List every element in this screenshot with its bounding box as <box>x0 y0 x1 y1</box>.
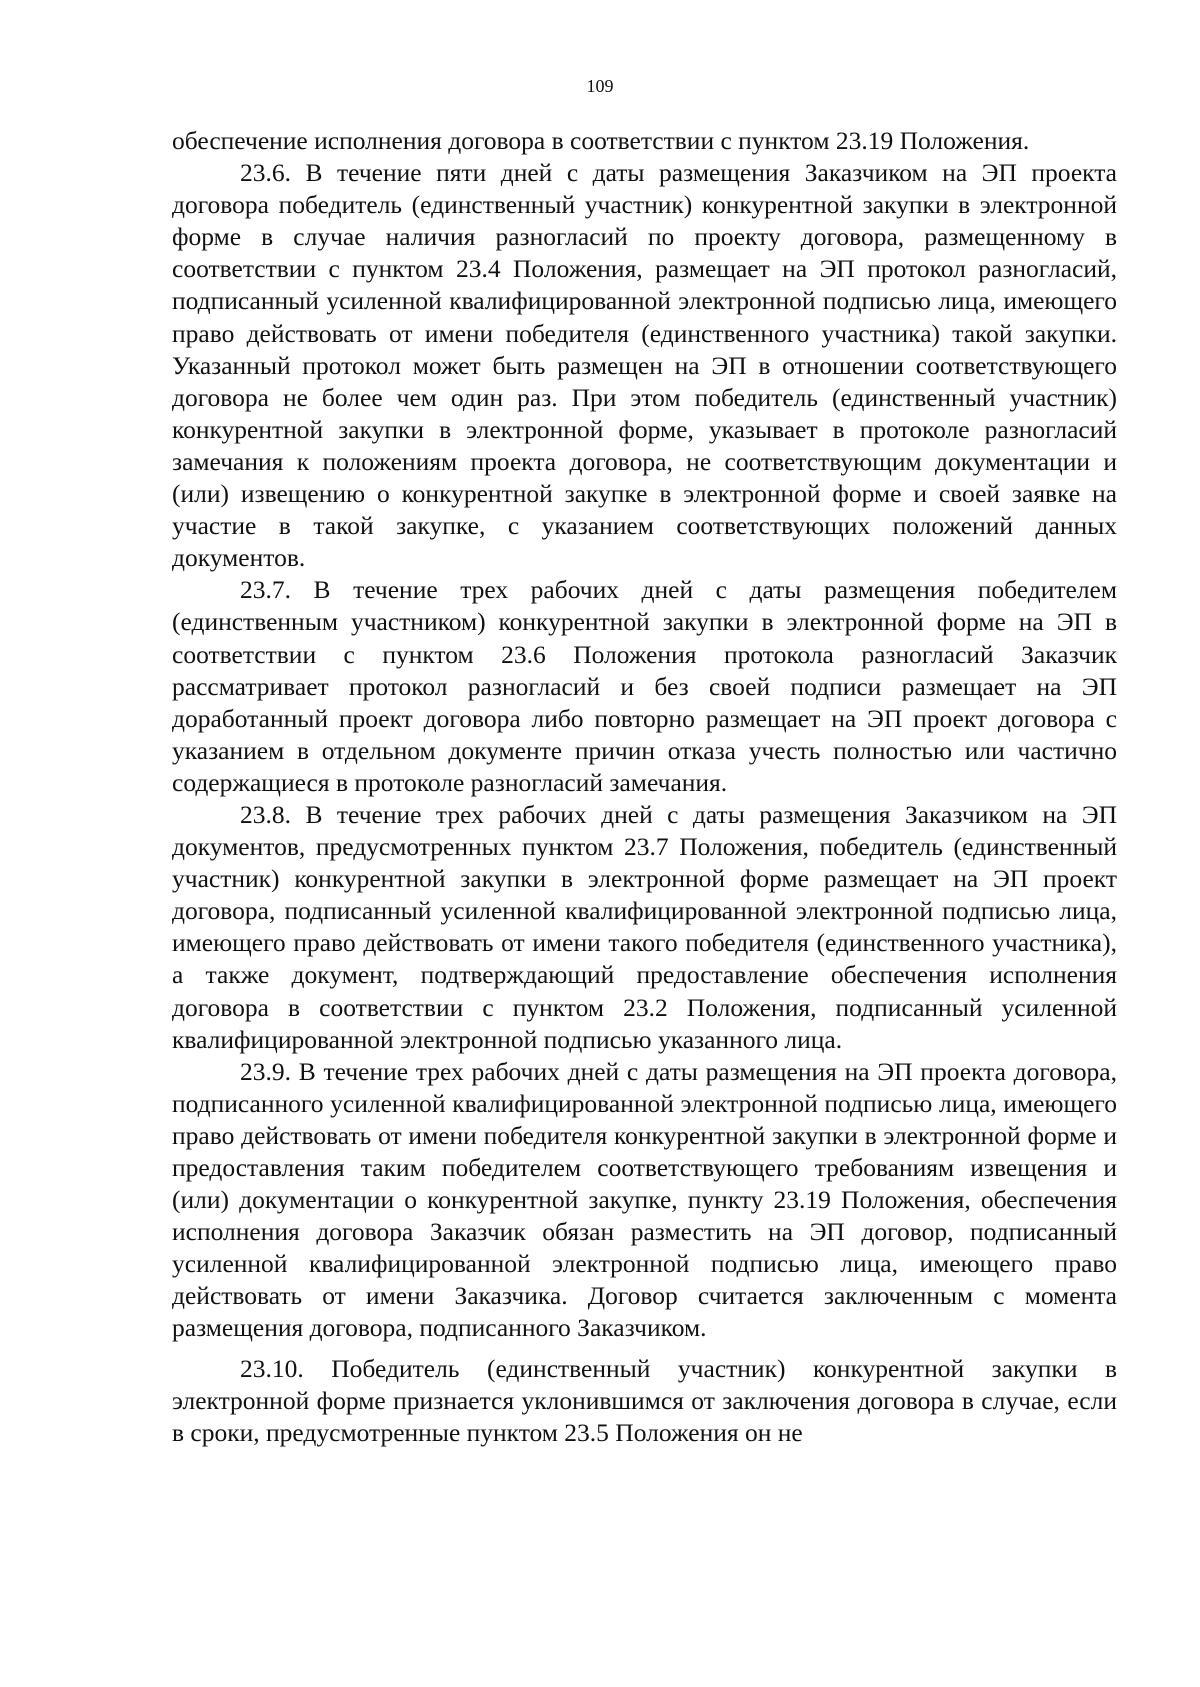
paragraph-23-9: 23.9. В течение трех рабочих дней с даты размещения на ЭП проекта договора, подписанного усиленной квалифицированной электронной подписью лица, имеющего право действовать от имени победителя конкурентной закупки в электронной форме и предоставления таким победителем соответствующего требованиям извещения и (или) документации о конкурентной закупке, пункту 23.19 Положения, обеспечения исполнения договора Заказчик обязан разместить на ЭП договор, подписанный усиленной квалифицированной электронной подписью лица, имеющего право действовать от имени Заказчика. Договор считается заключенным с момента размещения договора, подписанного Заказчиком. <box>172 1056 1117 1343</box>
paragraph-continuation: обеспечение исполнения договора в соответствии с пунктом 23.19 Положения. <box>172 126 1030 155</box>
paragraph-23-8: 23.8. В течение трех рабочих дней с даты размещения Заказчиком на ЭП документов, предусмотренных пунктом 23.7 Положения, победитель (единственный участник) конкурентной закупки в электронной форме размещает на ЭП проект договора, подписанный усиленной квалифицированной электронной подписью лица, имеющего право действовать от имени такого победителя (единственного участника), а также документ, подтверждающий предоставление обеспечения исполнения договора в соответствии с пунктом 23.2 Положения, подписанный усиленной квалифицированной электронной подписью указанного лица. <box>172 799 1117 1054</box>
paragraph-23-7: 23.7. В течение трех рабочих дней с даты размещения победителем (единственным участником) конкурентной закупки в электронной форме на ЭП в соответствии с пунктом 23.6 Положения протокола разногласий Заказчик рассматривает протокол разногласий и без своей подписи размещает на ЭП доработанный проект договора либо повторно размещает на ЭП проект договора с указанием в отдельном документе причин отказа учесть полностью или частично содержащиеся в протоколе разногласий замечания. <box>172 575 1117 797</box>
paragraph-23-6: 23.6. В течение пяти дней с даты размещения Заказчиком на ЭП проекта договора победитель (единственный участник) конкурентной закупки в электронной форме в случае наличия разногласий по проекту договора, размещенному в соответствии с пунктом 23.4 Положения, размещает на ЭП протокол разногласий, подписанный усиленной квалифицированной электронной подписью лица, имеющего право действовать от имени победителя (единственного участника) такой закупки. Указанный протокол может быть размещен на ЭП в отношении соответствующего договора не более чем один раз. При этом победитель (единственный участник) конкурентной закупки в электронной форме, указывает в протоколе разногласий замечания к положениям проекта договора, не соответствующим документации и (или) извещению о конкурентной закупке в электронной форме и своей заявке на участие в такой закупке, с указанием соответствующих положений данных документов. <box>172 158 1117 573</box>
page-number: 109 <box>586 76 614 96</box>
document-body <box>172 125 1117 1449</box>
paragraph-23-10: 23.10. Победитель (единственный участник) конкурентной закупки в электронной форме признается уклонившимся от заключения договора в случае, если в сроки, предусмотренные пунктом 23.5 Положения он не <box>172 1353 1117 1447</box>
